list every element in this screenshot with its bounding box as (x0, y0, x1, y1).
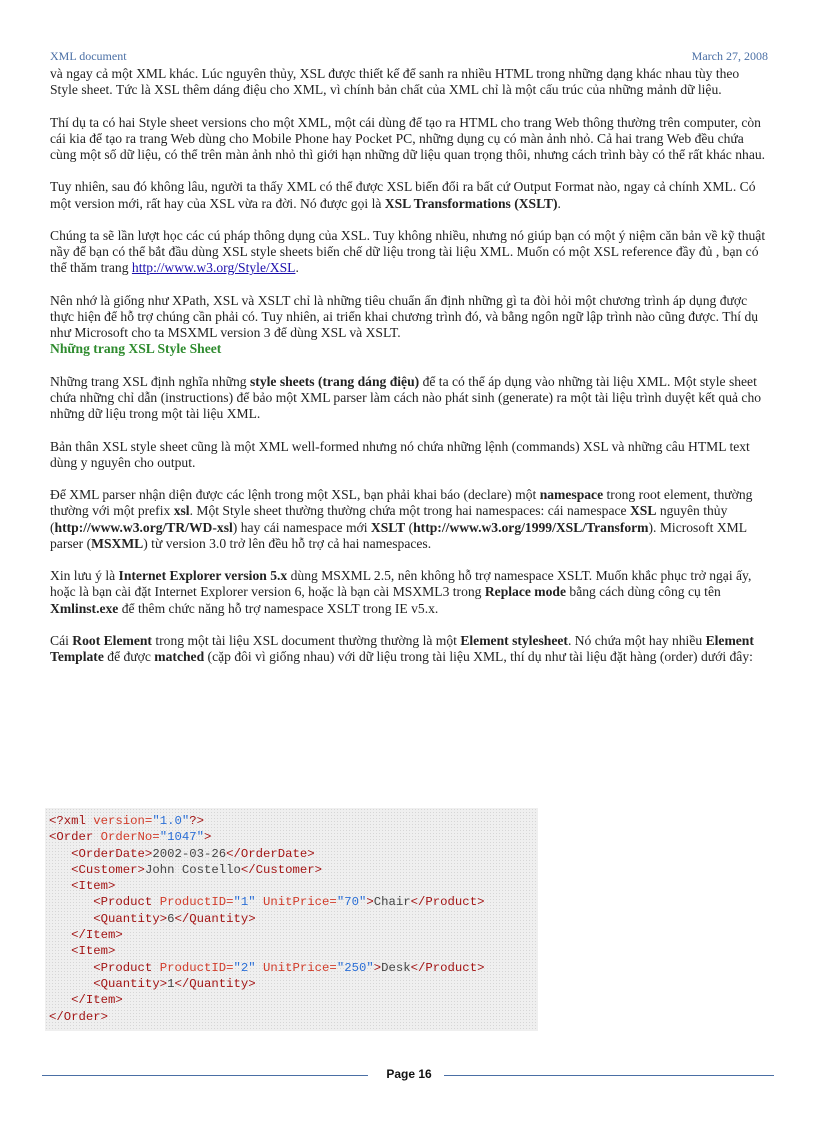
code-token: <Quantity> (93, 976, 168, 991)
page-footer (42, 1067, 774, 1083)
code-line (49, 943, 538, 959)
paragraph-9-text-2: dùng MSXML 2.5, nên không hỗ trợ namespace XSLT. Muốn khắc phục trở ngại ấy, hoặc là bạn cài đặt Internet Explorer version 6, hoặc là bạn cài MSXML3 trong (50, 568, 752, 600)
paragraph-10-text-2: trong một tài liệu XSL document thường thường là một (151, 632, 461, 648)
paragraph-10-text-4: để được (103, 649, 155, 665)
paragraph-8-text-2: trong root element, thường thường với một prefix (50, 487, 753, 519)
code-line (49, 927, 538, 943)
matched-term: matched (154, 649, 205, 665)
ie5-term: Internet Explorer version 5.x (118, 568, 288, 584)
paragraph-10-text: Cái (50, 632, 73, 648)
code-token: <?xml (49, 814, 94, 828)
code-token: UnitPrice= (255, 895, 337, 910)
paragraph-7-text: Bản thân XSL style sheet cũng là một XML well-formed nhưng nó chứa những lệnh (commands) XSL và những câu HTML text dùng y nguyên cho output. (50, 438, 750, 470)
xsl-prefix-term: xsl (173, 503, 190, 519)
element-stylesheet-term: Element stylesheet (460, 632, 568, 648)
paragraph-1 (50, 66, 770, 98)
code-token: <OrderDate> (71, 846, 153, 861)
code-token: </Quantity> (174, 976, 256, 991)
paragraph-8-text-6: ( (405, 519, 414, 535)
code-token: 6 (167, 911, 175, 926)
code-token: <Order (49, 830, 101, 845)
code-line (49, 894, 538, 910)
code-token: "250" (336, 960, 374, 975)
code-token: </Customer> (240, 862, 323, 877)
namespace-term: namespace (539, 487, 604, 503)
code-token: Desk (381, 960, 411, 975)
paragraph-9-text-4: để thêm chức năng hỗ trợ namespace XSLT trong IE v5.x. (118, 600, 439, 616)
w3c-xsl-link[interactable]: http://www.w3.org/Style/XSL (131, 260, 296, 276)
style-sheets-term: style sheets (trang dáng điệu) (250, 373, 420, 389)
paragraph-10-text-3: . Nó chứa một hay nhiều (567, 632, 706, 648)
code-token: ?> (189, 814, 204, 828)
code-token: <Item> (71, 879, 116, 894)
paragraph-3-end: . (557, 195, 561, 211)
code-token: ProductID= (159, 960, 234, 975)
paragraph-8-text: Để XML parser nhận diện được các lệnh trong một XSL, bạn phải khai báo (declare) một (50, 487, 540, 503)
code-line (49, 911, 538, 927)
paragraph-8-text-7: ). Microsoft XML parser ( (50, 519, 747, 551)
section-heading: Những trang XSL Style Sheet (50, 341, 222, 357)
code-token: "70" (336, 895, 367, 910)
paragraph-2-text: Thí dụ ta có hai Style sheet versions cho một XML, một cái dùng để tạo ra HTML cho trang Web thông thường trên computer, còn cái kia để tạo ra trang Web dùng cho Mobile Phone hay Pocket PC, những dụng cụ có màn ảnh nhỏ. Cả hai trang Web đều chứa cùng một số dữ liệu, có thể trên màn ảnh nhỏ thì giới hạn những dữ liệu quan trọng thôi, nhưng cách trình bày có thể rất khác nhau. (50, 114, 766, 162)
code-token: 1 (167, 976, 175, 991)
xsl-term: XSL (629, 503, 657, 519)
page-number: Page 16 (386, 1067, 432, 1081)
footer-rule-left (42, 1075, 368, 1076)
header-date: March 27, 2008 (691, 49, 768, 63)
code-line (49, 976, 538, 992)
code-line (49, 862, 538, 878)
xslt-namespace-url: http://www.w3.org/1999/XSL/Transform (413, 519, 649, 535)
code-token: <Quantity> (93, 911, 168, 926)
code-token: </Item> (71, 928, 123, 943)
paragraph-8-text-5: ) hay cái namespace mới (232, 519, 371, 535)
paragraph-5 (50, 293, 770, 342)
code-token: 2002-03-26 (152, 846, 227, 861)
paragraph-3 (50, 179, 770, 211)
paragraph-1-text: và ngay cả một XML khác. Lúc nguyên thủy, XSL được thiết kế để sanh ra nhiều HTML trong những dạng khác nhau tùy theo Style sheet. Tức là XSL thêm dáng điệu cho XML, vì chính bản chất của XML chỉ là một cấu trúc của những mảnh dữ liệu. (50, 66, 740, 98)
code-token: OrderNo= (100, 830, 160, 845)
code-token: > (203, 830, 212, 845)
code-line (49, 813, 538, 829)
paragraph-3-text: Tuy nhiên, sau đó không lâu, người ta thấy XML có thể được XSL biến đổi ra bất cứ Output Format nào, ngay cả chính XML. Có một version mới, rất hay của XSL vừa ra đời. Nó được gọi là (50, 179, 756, 211)
code-token: <Customer> (71, 862, 145, 877)
code-token: "1.0" (152, 814, 190, 828)
code-token: UnitPrice= (255, 960, 337, 975)
paragraph-6 (50, 374, 770, 423)
code-token: <Product (93, 895, 160, 910)
paragraph-6-text: Những trang XSL định nghĩa những (50, 373, 250, 389)
code-token: > (373, 960, 382, 975)
paragraph-8-text-8: ) từ version 3.0 trở lên đều hỗ trợ cả hai namespaces. (143, 535, 432, 551)
xslt-term-2: XSLT (370, 519, 406, 535)
paragraph-4-end: . (295, 260, 299, 276)
xmlinst-term: Xmlinst.exe (50, 600, 119, 616)
code-line (49, 829, 538, 845)
code-line (49, 960, 538, 976)
code-line (49, 992, 538, 1008)
code-token: </OrderDate> (226, 846, 315, 861)
paragraph-5-text: Nên nhớ là giống như XPath, XSL và XSLT chỉ là những tiêu chuẩn ấn định những gì ta đòi hỏi một chương trình áp dụng được thực hiện để hỗ trợ chúng cần phải có. Tuy nhiên, ai triển khai chương trình đó, và bằng ngôn ngữ lập trình nào cũng được. Thí dụ như Microsoft cho ta MSXML version 3 để dùng XSL và XSLT. (50, 292, 759, 341)
code-token: version= (93, 814, 153, 828)
code-token: <Product (93, 960, 160, 975)
paragraph-10 (50, 633, 770, 665)
root-element-term: Root Element (72, 632, 152, 648)
paragraph-10-text-5: (cặp đôi vì giống nhau) với dữ liệu trong tài liệu XML, thí dụ như tài liệu đặt hàng (order) dưới đây: (204, 649, 753, 665)
code-token: John Costello (144, 862, 241, 877)
page-header (50, 49, 768, 65)
replace-mode-term: Replace mode (484, 584, 567, 600)
code-token: "1047" (159, 830, 204, 845)
code-token: </Order> (49, 1009, 109, 1024)
paragraph-4-text: Chúng ta sẽ lần lượt học các cú pháp thông dụng của XSL. Tuy không nhiều, nhưng nó giúp bạn có một ý niệm căn bản về kỹ thuật nầy để bạn có thể bắt đầu dùng XSL style sheets biến chế dữ liệu trong tài liệu XML. Muốn có một XSL reference đầy đủ , bạn có thể thăm trang (50, 227, 766, 276)
paragraph-9-text: Xin lưu ý là (50, 568, 119, 584)
code-token: Chair (373, 895, 411, 910)
code-token: "1" (233, 895, 256, 910)
code-token: <Item> (71, 944, 116, 959)
paragraph-4 (50, 228, 770, 277)
msxml-term: MSXML (91, 535, 144, 551)
paragraph-9-text-3: bằng cách dùng công cụ tên (566, 584, 721, 600)
element-template-term: Element Template (50, 632, 754, 665)
document-body (50, 66, 770, 682)
footer-rule-right (444, 1075, 774, 1076)
xml-code-block (45, 808, 538, 1031)
paragraph-2 (50, 115, 770, 164)
code-token: </Product> (410, 895, 485, 910)
paragraph-7 (50, 439, 770, 471)
paragraph-9 (50, 568, 770, 617)
paragraph-8 (50, 487, 770, 552)
xsl-namespace-url: http://www.w3.org/TR/WD-xsl (54, 519, 233, 535)
header-doc-title: XML document (50, 49, 127, 63)
code-token: "2" (233, 960, 256, 975)
paragraph-6-rest: để ta có thể áp dụng vào những tài liệu XML. Một style sheet chứa những chỉ dẫn (instructions) để bảo một XML parser làm cách nào phát sinh (generate) ra một tài liệu trình duyệt kết quả cho những dữ liệu trong một tài liệu XML. (50, 373, 762, 422)
code-token: </Item> (71, 993, 123, 1008)
paragraph-8-text-4: nguyên thủy ( (50, 503, 728, 535)
code-line (49, 1009, 538, 1025)
code-token: ProductID= (159, 895, 234, 910)
code-token: </Quantity> (174, 911, 256, 926)
code-line (49, 846, 538, 862)
code-line (49, 878, 538, 894)
code-token: </Product> (410, 960, 485, 975)
xslt-term: XSL Transformations (XSLT) (384, 195, 558, 211)
paragraph-8-text-3: . Một Style sheet thường thường chứa một trong hai namespaces: cái namespace (189, 503, 630, 519)
code-token: > (366, 895, 374, 910)
